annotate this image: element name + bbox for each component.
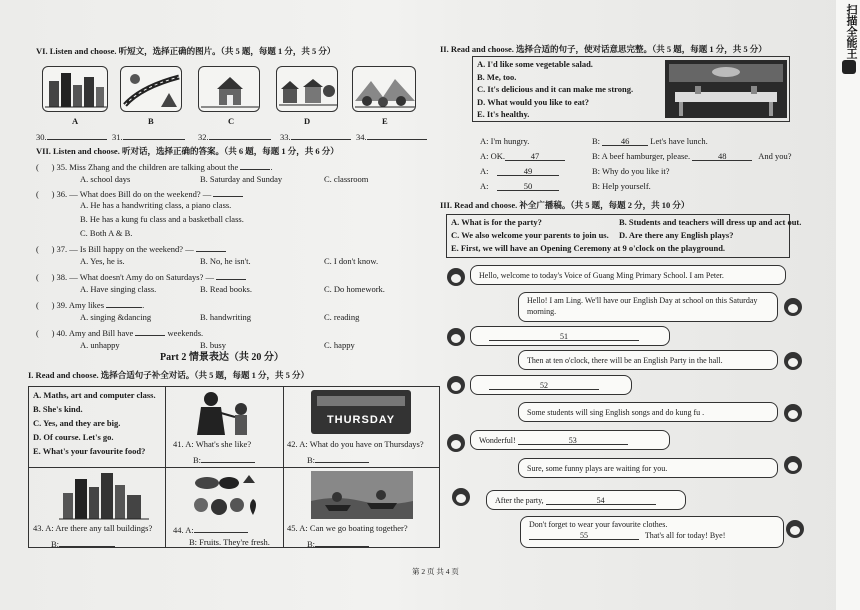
village-picture xyxy=(276,66,338,112)
q42-question: 42. A: What do you have on Thursdays? xyxy=(287,439,424,449)
q35-option-a[interactable]: A. school days xyxy=(80,174,131,184)
q41-answer: B: xyxy=(193,453,255,466)
q43-question: 43. A: Are there any tall buildings? xyxy=(33,523,153,533)
road-picture xyxy=(120,66,182,112)
option-d: D. Are there any English plays? xyxy=(619,230,734,240)
peter-avatar xyxy=(447,434,465,452)
peter-bubble-5: After the party, 54 xyxy=(486,490,686,510)
sectionII-options-box xyxy=(472,56,790,122)
ling-bubble-4: Sure, some funny plays are waiting for you. xyxy=(518,458,778,478)
q42-answer: B: xyxy=(307,453,369,466)
q40-option-a[interactable]: A. unhappy xyxy=(80,340,120,350)
peter-avatar xyxy=(447,328,465,346)
answer-blank[interactable] xyxy=(123,130,185,140)
ling-avatar xyxy=(784,298,802,316)
q39-option-b[interactable]: B. handwriting xyxy=(200,312,251,322)
option-c: C. It's delicious and it can make me strong. xyxy=(477,84,634,94)
q39-option-a[interactable]: A. singing &dancing xyxy=(80,312,152,322)
q35-option-c[interactable]: C. classroom xyxy=(324,174,369,184)
thursday-calendar xyxy=(311,390,411,434)
page-footer: 第 2 页 共 4 页 xyxy=(412,567,459,576)
q37-option-a[interactable]: A. Yes, he is. xyxy=(80,256,125,266)
q31: 31. xyxy=(112,130,185,143)
q43-answer: B: xyxy=(51,537,115,550)
letter-b: B xyxy=(148,116,154,126)
letter-c: C xyxy=(228,116,235,126)
option-e: E. First, we will have an Opening Ceremony at 9 o'clock on the playground. xyxy=(451,243,726,253)
part2-title: Part 2 情景表达（共 20 分） xyxy=(160,352,284,363)
q40-option-b[interactable]: B. busy xyxy=(200,340,226,350)
q38-stem: ( ) 38. — What doesn't Amy do on Saturdays? — xyxy=(36,270,246,283)
answer-blank[interactable] xyxy=(59,537,115,547)
answer-blank[interactable]: 53 xyxy=(518,435,628,445)
fruits-picture xyxy=(189,471,269,519)
sectionIII-title: III. Read and choose. 补全广播稿。（共 5 题，每题 2 分，共 10 分） xyxy=(440,200,690,210)
option-d: D. What would you like to eat? xyxy=(477,96,590,107)
answer-blank[interactable]: 47 xyxy=(505,151,565,161)
letter-e: E xyxy=(382,116,388,126)
letter-a: A xyxy=(72,116,79,126)
q34: 34. xyxy=(356,130,427,143)
option-e: E. What's your favourite food? xyxy=(33,446,146,456)
q38-option-b[interactable]: B. Read books. xyxy=(200,284,252,294)
option-e: E. It's healthy. xyxy=(477,109,530,119)
answer-blank[interactable] xyxy=(209,130,271,140)
q44-answer: B: Fruits. They're fresh. xyxy=(189,537,270,547)
dialogue-a2: A: OK. 47 xyxy=(480,151,565,162)
dialogue-b1: B: 46 Let's have lunch. xyxy=(592,136,708,146)
ling-avatar xyxy=(786,520,804,538)
q36-option-a[interactable]: A. He has a handwriting class, a piano class. xyxy=(80,200,232,210)
q37-stem: ( ) 37. — Is Bill happy on the weekend? — xyxy=(36,242,226,255)
peter-avatar xyxy=(452,488,470,506)
sectionI-grid xyxy=(28,386,440,548)
q39-stem: ( ) 39. Amy likes . xyxy=(36,300,145,310)
dialogue-b4: B: Help yourself. xyxy=(592,181,651,191)
ling-bubble-5 xyxy=(520,516,784,548)
q37-option-c[interactable]: C. I don't know. xyxy=(324,256,379,266)
peter-avatar xyxy=(447,268,465,286)
q36-option-b[interactable]: B. He has a kung fu class and a basketball class. xyxy=(80,214,244,224)
q40-option-c[interactable]: C. happy xyxy=(324,340,355,350)
ling-bubble-3: Some students will sing English songs and do kung fu . xyxy=(518,402,778,422)
tall-buildings-picture xyxy=(59,471,149,521)
letter-d: D xyxy=(304,116,311,126)
q36-option-c[interactable]: C. Both A & B. xyxy=(80,228,133,238)
mountains-picture xyxy=(352,66,416,112)
option-c: C. Yes, and they are big. xyxy=(33,418,121,428)
watermark-strip xyxy=(836,0,860,610)
option-a: A. Maths, art and computer class. xyxy=(33,390,156,400)
peter-avatar xyxy=(447,376,465,394)
ling-bubble-1: Hello! I am Ling. We'll have our English Day at school on this Saturday morning. xyxy=(518,292,778,322)
ling-bubble-5-line1: Don't forget to wear your favourite clothes. xyxy=(529,520,668,529)
answer-blank[interactable]: 49 xyxy=(497,166,559,176)
peter-bubble-3 xyxy=(470,375,632,395)
answer-blank[interactable]: 52 xyxy=(489,380,599,390)
answer-blank[interactable]: 55 xyxy=(529,530,639,540)
ling-avatar xyxy=(784,456,802,474)
peter-bubble-4: Wonderful! 53 xyxy=(470,430,670,450)
answer-blank[interactable] xyxy=(47,130,107,140)
answer-blank[interactable] xyxy=(194,523,248,533)
option-a: A. I'd like some vegetable salad. xyxy=(477,59,593,69)
option-b: B. She's kind. xyxy=(33,404,83,414)
restaurant-picture xyxy=(665,60,787,118)
q40-stem: ( ) 40. Amy and Bill have weekends. xyxy=(36,328,204,338)
answer-blank[interactable]: 51 xyxy=(489,331,639,341)
answer-blank[interactable] xyxy=(315,453,369,463)
answer-blank[interactable]: 54 xyxy=(546,495,656,505)
answer-blank[interactable]: 48 xyxy=(692,151,752,161)
answer-blank[interactable] xyxy=(315,537,369,547)
boating-picture xyxy=(311,471,413,519)
q35-option-b[interactable]: B. Saturday and Sunday xyxy=(200,174,283,184)
answer-blank[interactable] xyxy=(201,453,255,463)
ling-bubble-2: Then at ten o'clock, there will be an English Party in the hall. xyxy=(518,350,778,370)
ling-avatar xyxy=(784,352,802,370)
answer-blank[interactable]: 50 xyxy=(497,181,559,191)
q36-stem: ( ) 36. — What does Bill do on the weekend? — xyxy=(36,187,243,200)
option-b: B. Me, too. xyxy=(477,71,517,82)
answer-blank[interactable]: 46 xyxy=(602,136,648,146)
dialogue-b3: B: Why do you like it? xyxy=(592,166,670,176)
q33: 33. xyxy=(280,130,351,143)
sectionII-options xyxy=(477,58,633,121)
q30: 30. xyxy=(36,130,107,143)
q45-question: 45. A: Can we go boating together? xyxy=(287,523,408,533)
dialogue-a3: A: 49 xyxy=(480,166,559,177)
sectionI-title: I. Read and choose. 选择合适句子补全对话。（共 5 题，每题 1 分，共 5 分） xyxy=(28,370,309,380)
q39-option-c[interactable]: C. reading xyxy=(324,312,360,322)
sectionI-options xyxy=(33,390,156,457)
peter-bubble-1: Hello, welcome to today's Voice of Guang Ming Primary School. I am Peter. xyxy=(470,265,786,285)
q41-question: 41. A: What's she like? xyxy=(173,439,252,449)
sectionIII-options-box xyxy=(446,214,802,258)
answer-blank[interactable] xyxy=(291,130,351,140)
section6-title: VI. Listen and choose. 听短文，选择正确的图片。（共 5 题，每题 1 分，共 5 分） xyxy=(36,46,336,56)
option-c: C. We also welcome your parents to join us. xyxy=(451,230,609,240)
option-a: A. What is for the party? xyxy=(451,217,542,227)
q32: 32. xyxy=(198,130,271,143)
sectionII-title: II. Read and choose. 选择合适的句子，使对话意思完整。（共 5 题，每题 1 分，共 5 分） xyxy=(440,44,767,54)
answer-blank[interactable] xyxy=(367,130,427,140)
teacher-picture xyxy=(189,389,259,437)
q44-question: 44. A: xyxy=(173,523,248,536)
thursday-label: THURSDAY xyxy=(326,414,396,426)
q37-option-b[interactable]: B. No, he isn't. xyxy=(200,256,251,266)
q35-stem: ( ) 35. Miss Zhang and the children are talking about the . xyxy=(36,162,273,172)
peter-bubble-2 xyxy=(470,326,670,346)
house-picture xyxy=(198,66,260,112)
dialogue-a4: A: 50 xyxy=(480,181,559,192)
scanner-logo-icon xyxy=(842,60,856,74)
ling-bubble-5-line2: 55 That's all for today! Bye! xyxy=(529,530,775,541)
option-d: D. Of course. Let's go. xyxy=(33,432,114,442)
watermark-text: 扫描全能王 xyxy=(845,4,858,59)
q38-option-c[interactable]: C. Do homework. xyxy=(324,284,385,294)
city-picture xyxy=(42,66,108,112)
ling-avatar xyxy=(784,404,802,422)
dialogue-a1: A: I'm hungry. xyxy=(480,136,530,146)
option-b: B. Students and teachers will dress up and act out. xyxy=(619,217,802,227)
q38-option-a[interactable]: A. Have singing class. xyxy=(80,284,157,294)
section7-title: VII. Listen and choose. 听对话，选择正确的答案。（共 6 题，每题 1 分，共 6 分） xyxy=(36,146,339,156)
q45-answer: B: xyxy=(307,537,369,550)
dialogue-b2: B: A beef hamburger, please. 48 And you? xyxy=(592,151,792,161)
